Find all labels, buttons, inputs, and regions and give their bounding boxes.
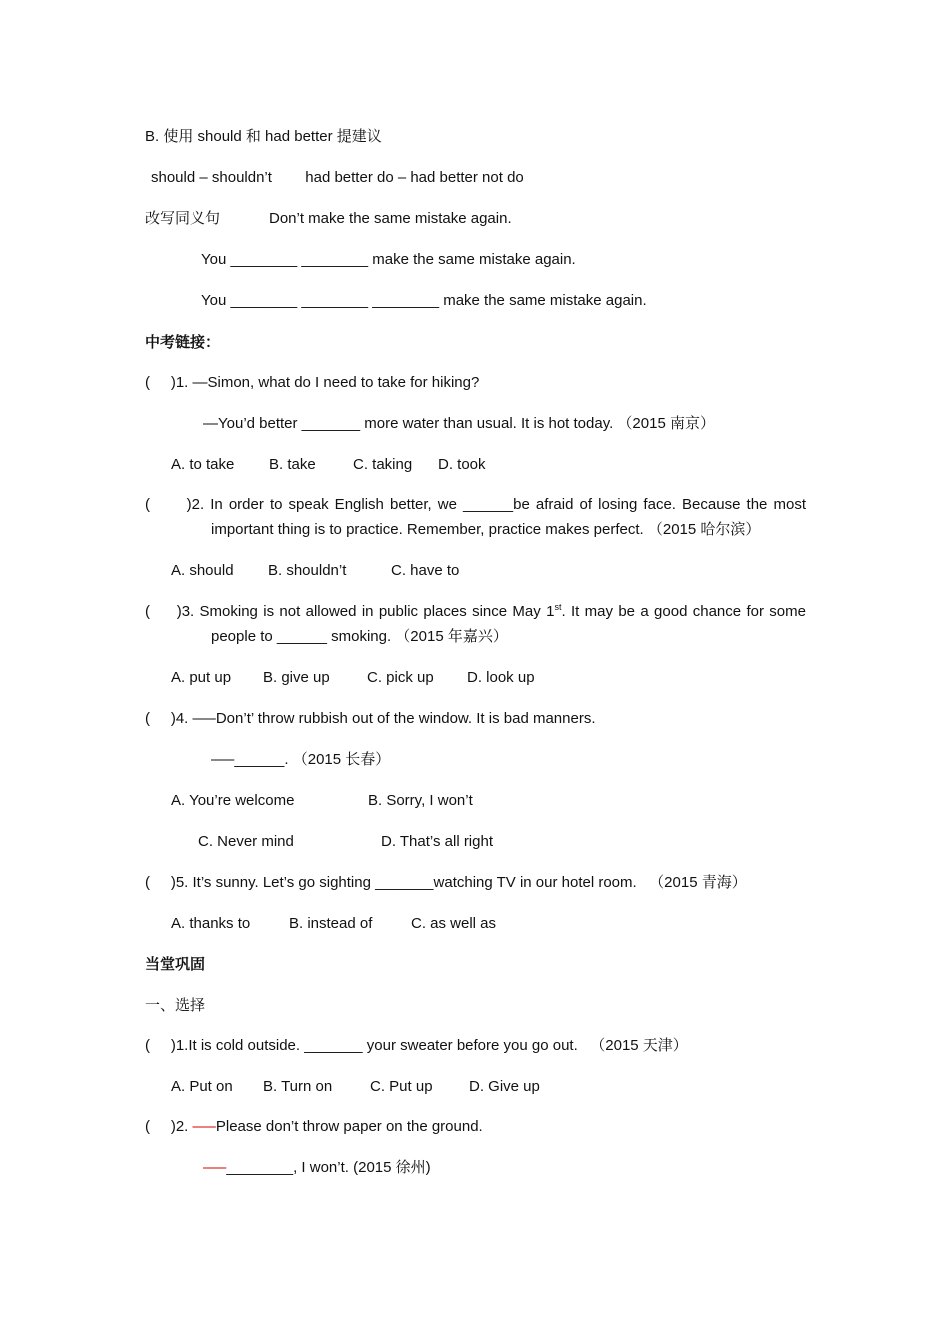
consolidation-q2-text: Please don’t throw paper on the ground. <box>215 1118 483 1135</box>
section-b-heading: B. 使用 should 和 had better 提建议 <box>145 128 382 145</box>
exam-q4-option-b: B. Sorry, I won’t <box>368 792 473 809</box>
exam-q3-option-c: C. pick up <box>367 669 434 686</box>
exam-q5-option-b: B. instead of <box>289 915 373 932</box>
rewrite-sentence: Don’t make the same mistake again. <box>269 210 512 227</box>
exam-q5-option-a: A. thanks to <box>171 915 251 932</box>
exam-q2-stem-line1: ( )2. In order to speak English better, we ______be afraid of losing face. Because the most <box>145 496 806 513</box>
exam-q4-stem: ( )4. —–Don’t’ throw rubbish out of the window. It is bad manners. <box>145 710 596 727</box>
exam-q3-stem-part-a: ( )3. Smoking is not allowed in public places since May 1 <box>145 603 555 620</box>
exam-q3-option-b: B. give up <box>263 669 330 686</box>
consolidation-q2-dash: —– <box>192 1118 216 1135</box>
exam-q1-stem: ( )1. —Simon, what do I need to take for hiking? <box>145 374 480 391</box>
consolidation-q1-option-c: C. Put up <box>370 1078 433 1095</box>
exam-q1-reply: —You’d better _______ more water than usual. It is hot today. （2015 南京） <box>203 415 715 432</box>
exam-q5-stem: ( )5. It’s sunny. Let’s go sighting _______watching TV in our hotel room. （2015 青海） <box>145 874 747 891</box>
consolidation-q2-reply-dash: —– <box>203 1159 227 1176</box>
consolidation-q1-option-b: B. Turn on <box>263 1078 333 1095</box>
exam-q3-option-d: D. look up <box>467 669 535 686</box>
rewrite-blank-1: You ________ ________ make the same mistake again. <box>201 251 576 268</box>
consolidation-part1: 一、选择 <box>145 997 206 1014</box>
consolidation-q2-stem <box>145 1117 483 1137</box>
exam-q3-stem-line1 <box>145 602 806 622</box>
exam-q2-option-b: B. shouldn’t <box>268 562 347 579</box>
consolidation-q1-stem: ( )1.It is cold outside. _______ your sweater before you go out. （2015 天津） <box>145 1037 688 1054</box>
exam-link-title: 中考链接： <box>145 334 221 351</box>
exam-q1-option-c: C. taking <box>353 456 413 473</box>
exam-q4-option-c: C. Never mind <box>198 833 294 850</box>
exam-q4-option-d: D. That’s all right <box>381 833 493 850</box>
rewrite-blank-2: You ________ ________ ________ make the same mistake again. <box>201 292 647 309</box>
exam-q1-option-a: A. to take <box>171 456 235 473</box>
exam-q3-stem-part-b: . It may be a good chance for some <box>561 603 806 620</box>
exam-q3-option-a: A. put up <box>171 669 232 686</box>
exam-q2-option-a: A. should <box>171 562 234 579</box>
exam-q1-option-d: D. took <box>438 456 486 473</box>
consolidation-q2-reply-text: ________, I won’t. (2015 徐州) <box>226 1159 431 1176</box>
exam-q5-option-c: C. as well as <box>411 915 497 932</box>
consolidation-q2-prefix: ( )2. <box>145 1118 193 1135</box>
exam-q3-stem-line2: people to ______ smoking. （2015 年嘉兴） <box>211 628 508 645</box>
exam-q4-reply: —–______. （2015 长春） <box>211 751 391 768</box>
consolidation-q1-option-d: D. Give up <box>469 1078 540 1095</box>
consolidation-q2-reply <box>203 1158 431 1178</box>
rewrite-label: 改写同义句 <box>145 210 221 227</box>
exam-q4-option-a: A. You’re welcome <box>171 792 295 809</box>
exam-q1-option-b: B. take <box>269 456 316 473</box>
modal-forms: should – shouldn’t had better do – had better not do <box>151 169 524 186</box>
exam-q3-stem-sup: st <box>554 602 562 612</box>
consolidation-q1-option-a: A. Put on <box>171 1078 233 1095</box>
consolidation-title: 当堂巩固 <box>145 956 206 973</box>
exam-q2-option-c: C. have to <box>391 562 460 579</box>
exam-q2-stem-line2: important thing is to practice. Remember, practice makes perfect. （2015 哈尔滨） <box>211 521 761 538</box>
